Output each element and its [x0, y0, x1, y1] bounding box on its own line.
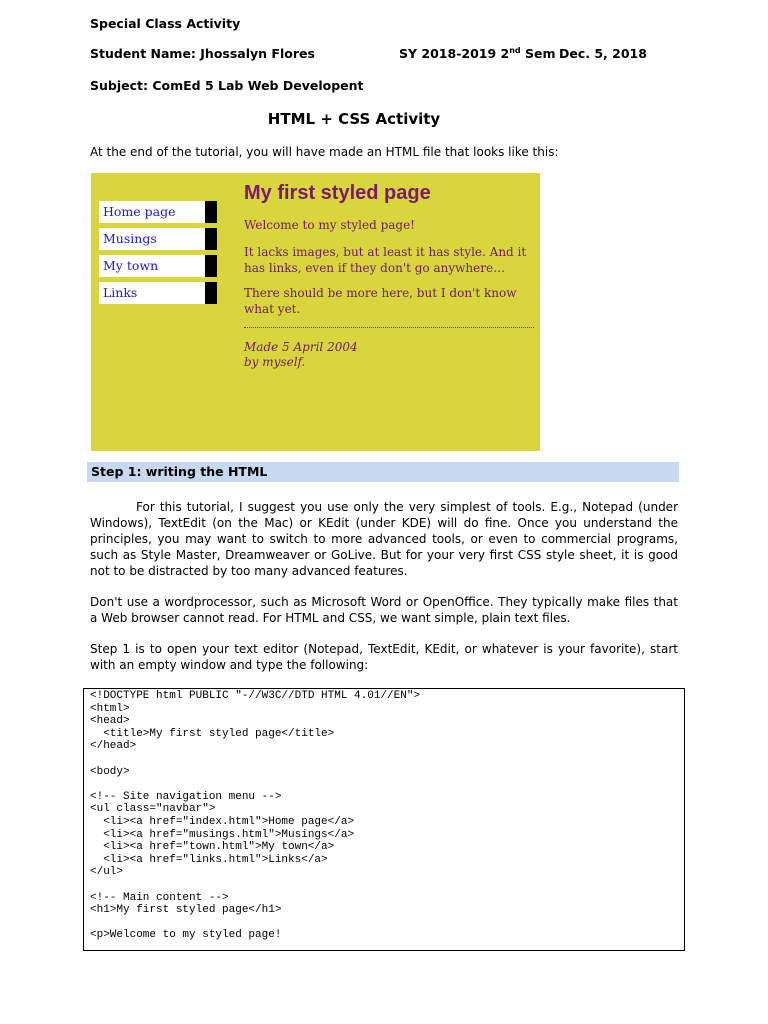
school-year-prefix: SY 2018-2019 2: [399, 46, 510, 62]
step-1-paragraph-2: Don't use a wordprocessor, such as Microsoft Word or OpenOffice. They typically make files that a Web browser cannot read. For HTML and CSS, we want simple, plain text files.: [90, 595, 678, 625]
preview-footer-line-2: by myself.: [244, 355, 306, 369]
nav-item-home: [99, 201, 217, 223]
preview-footer: [244, 340, 358, 370]
nav-label-links: Links: [103, 285, 138, 300]
nav-label-home: Home page: [103, 204, 176, 219]
preview-heading: My first styled page: [244, 182, 431, 204]
step-1-heading: Step 1: writing the HTML: [91, 464, 268, 479]
step-1-paragraph-1: For this tutorial, I suggest you use only the very simplest of tools. E.g., Notepad (under Windows), TextEdit (on the Mac) or KEdit (under KDE) will do fine. Once you understand the principles, you may want to switch to more advanced tools, or even to commercial programs, such as Style Master, Dreamweaver or GoLive. But for your very first CSS style sheet, it is good not to be distracted by too many advanced features.: [90, 500, 678, 578]
preview-paragraph-2: There should be more here, but I don't know what yet.: [244, 286, 517, 316]
school-year-sup: nd: [509, 46, 521, 55]
preview-welcome: Welcome to my styled page!: [244, 218, 416, 232]
activity-label: Special Class Activity: [90, 16, 241, 31]
student-name: Student Name: Jhossalyn Flores: [90, 46, 315, 61]
school-year-suffix: Sem: [520, 46, 556, 62]
page-title: HTML + CSS Activity: [267, 110, 441, 128]
preview-divider: [244, 327, 534, 328]
code-text: <!DOCTYPE html PUBLIC "-//W3C//DTD HTML 4.01//EN"> <html> <head> <title>My first styled page</title> </head> <body> <!-- Site navigation menu --> <ul class="navbar"> <li><a href="index.html">Home page</a> <li><a href="musings.html">Musings</a> <li><a href="town.html">My town</a> <li><a href="links.html">Links</a> </ul> <!-- Main content --> <h1>My first styled page</h1> <p>Welcome to my styled page!: [90, 690, 421, 942]
nav-label-town: My town: [103, 258, 159, 273]
preview-paragraph-1: It lacks images, but at least it has style. And it has links, even if they don't go anywhere…: [244, 245, 527, 275]
nav-label-musings: Musings: [103, 231, 157, 246]
step-1-heading-bar: [87, 462, 679, 482]
subject-line: Subject: ComEd 5 Lab Web Developent: [90, 78, 364, 93]
nav-item-musings: [99, 228, 217, 250]
school-year: [399, 46, 556, 61]
intro-text: At the end of the tutorial, you will have made an HTML file that looks like this:: [90, 145, 559, 159]
date: Dec. 5, 2018: [559, 46, 647, 61]
preview-footer-line-1: Made 5 April 2004: [244, 340, 358, 354]
styled-page-preview: [91, 173, 540, 451]
code-listing: [83, 688, 685, 951]
nav-item-links: [99, 282, 217, 304]
step-1-paragraph-3: Step 1 is to open your text editor (Notepad, TextEdit, KEdit, or whatever is your favorite), start with an empty window and type the following:: [90, 642, 678, 672]
nav-item-town: [99, 255, 217, 277]
